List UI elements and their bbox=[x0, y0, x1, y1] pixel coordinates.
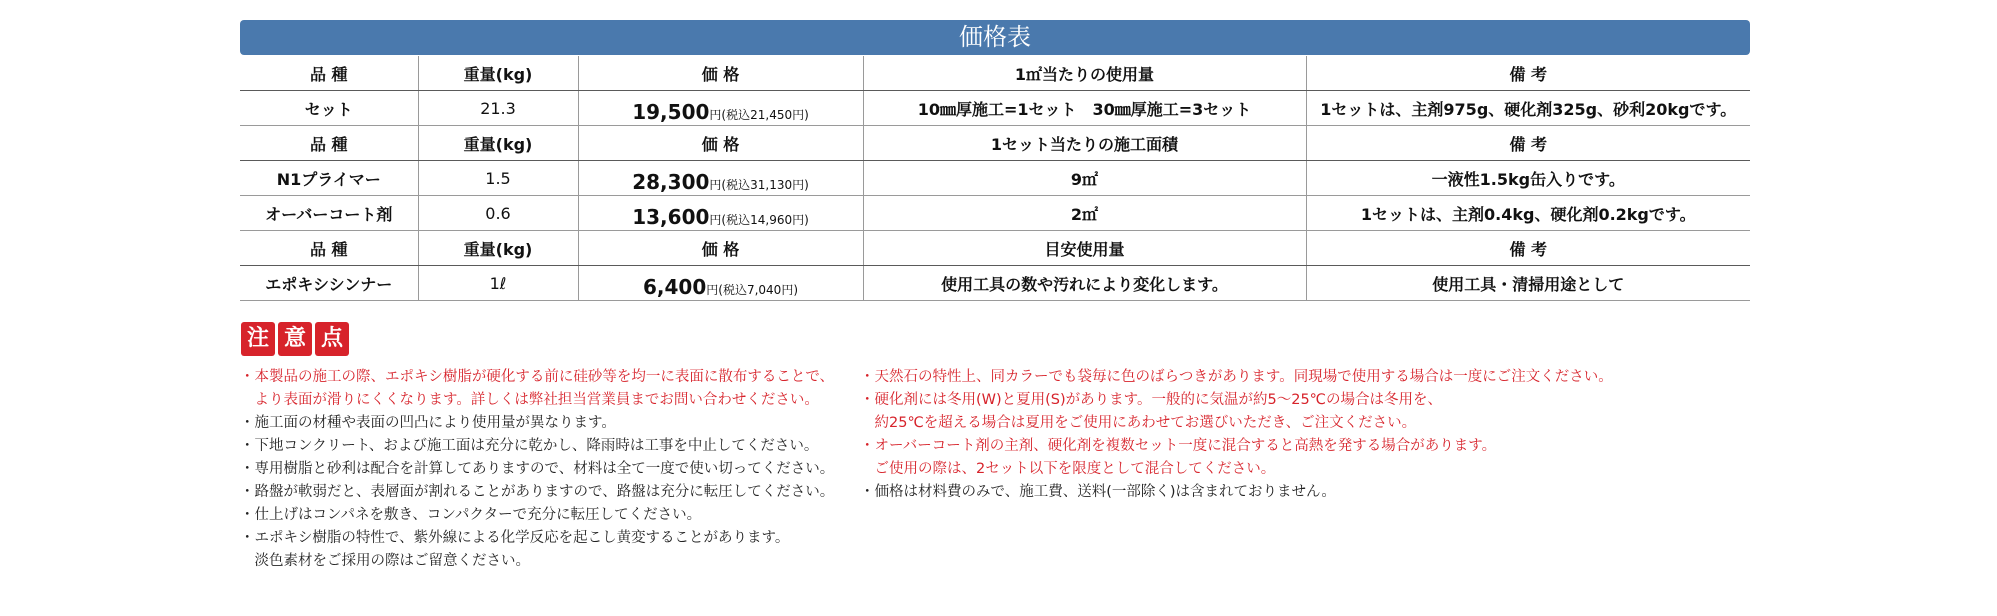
price-tax-included: (税込14,960円) bbox=[721, 213, 809, 227]
cell-usage: 9㎡ bbox=[863, 161, 1306, 196]
price-unit: 円 bbox=[709, 108, 722, 122]
note-line: 約25℃を超える場合は夏用をご使用にあわせてお選びいただき、ご注文ください。 bbox=[860, 415, 1417, 431]
price-tax-included: (税込7,040円) bbox=[718, 283, 798, 297]
table-row bbox=[240, 196, 1750, 231]
note-line: ・専用樹脂と砂利は配合を計算してありますので、材料は全て一度で使い切ってください。 bbox=[240, 461, 835, 477]
table-header-row bbox=[240, 126, 1750, 161]
note-line: ・エポキシ樹脂の特性で、紫外線による化学反応を起こし黄変することがあります。 bbox=[240, 530, 790, 546]
table-header-row bbox=[240, 56, 1750, 91]
cell-weight: 21.3 bbox=[418, 91, 578, 126]
price-value: 28,300 bbox=[632, 170, 710, 194]
notes-left bbox=[240, 366, 870, 573]
cell-usage: 使用工具の数や汚れにより変化します。 bbox=[863, 266, 1306, 301]
header-weight: 重量(kg) bbox=[418, 231, 578, 266]
notice-heading bbox=[241, 322, 349, 356]
cell-price bbox=[578, 161, 863, 196]
price-value: 19,500 bbox=[632, 100, 710, 124]
header-remarks: 備 考 bbox=[1306, 56, 1750, 91]
price-value: 6,400 bbox=[643, 275, 707, 299]
header-usage: 目安使用量 bbox=[863, 231, 1306, 266]
price-table-title: 価格表 bbox=[240, 20, 1750, 55]
header-weight: 重量(kg) bbox=[418, 56, 578, 91]
note-line: ・天然石の特性上、同カラーでも袋毎に色のばらつきがあります。同現場で使用する場合は一度にご注文ください。 bbox=[860, 369, 1613, 385]
price-tax-included: (税込31,130円) bbox=[721, 178, 809, 192]
notice-char: 意 bbox=[278, 322, 312, 356]
note-line: ・仕上げはコンパネを敷き、コンパクターで充分に転圧してください。 bbox=[240, 507, 702, 523]
cell-remarks: 使用工具・清掃用途として bbox=[1306, 266, 1750, 301]
note-line: 淡色素材をご採用の際はご留意ください。 bbox=[240, 553, 530, 569]
cell-kind: N1プライマー bbox=[240, 161, 418, 196]
price-value: 13,600 bbox=[632, 205, 710, 229]
header-usage: 1㎡当たりの使用量 bbox=[863, 56, 1306, 91]
header-price: 価 格 bbox=[578, 231, 863, 266]
header-price: 価 格 bbox=[578, 126, 863, 161]
note-line: ・路盤が軟弱だと、表層面が割れることがありますので、路盤は充分に転圧してください。 bbox=[240, 484, 835, 500]
header-remarks: 備 考 bbox=[1306, 231, 1750, 266]
note-line: ・下地コンクリート、および施工面は充分に乾かし、降雨時は工事を中止してください。 bbox=[240, 438, 819, 454]
notes-right bbox=[860, 366, 1740, 504]
header-kind: 品 種 bbox=[240, 126, 418, 161]
cell-kind: エポキシシンナー bbox=[240, 266, 418, 301]
cell-weight: 1ℓ bbox=[418, 266, 578, 301]
price-table bbox=[240, 56, 1750, 301]
cell-price bbox=[578, 266, 863, 301]
note-line: より表面が滑りにくくなります。詳しくは弊社担当営業員までお問い合わせください。 bbox=[240, 392, 819, 408]
header-kind: 品 種 bbox=[240, 56, 418, 91]
price-unit: 円 bbox=[706, 283, 719, 297]
header-price: 価 格 bbox=[578, 56, 863, 91]
note-line: ・オーバーコート剤の主剤、硬化剤を複数セット一度に混合すると高熱を発する場合があります。 bbox=[860, 438, 1497, 454]
table-header-row bbox=[240, 231, 1750, 266]
notice-char: 点 bbox=[315, 322, 349, 356]
note-line: ・硬化剤には冬用(W)と夏用(S)があります。一般的に気温が約5〜25℃の場合は冬用を、 bbox=[860, 392, 1442, 408]
table-row bbox=[240, 266, 1750, 301]
cell-usage: 10㎜厚施工=1セット 30㎜厚施工=3セット bbox=[863, 91, 1306, 126]
note-line: ご使用の際は、2セット以下を限度として混合してください。 bbox=[860, 461, 1276, 477]
cell-remarks: 一液性1.5kg缶入りです。 bbox=[1306, 161, 1750, 196]
cell-weight: 0.6 bbox=[418, 196, 578, 231]
table-row bbox=[240, 91, 1750, 126]
notice-char: 注 bbox=[241, 322, 275, 356]
note-line: ・価格は材料費のみで、施工費、送料(一部除く)は含まれておりません。 bbox=[860, 484, 1336, 500]
table-row bbox=[240, 161, 1750, 196]
price-tax-included: (税込21,450円) bbox=[721, 108, 809, 122]
cell-kind: オーバーコート剤 bbox=[240, 196, 418, 231]
cell-remarks: 1セットは、主剤975g、硬化剤325g、砂利20kgです。 bbox=[1306, 91, 1750, 126]
note-line: ・本製品の施工の際、エポキシ樹脂が硬化する前に硅砂等を均一に表面に散布することで、 bbox=[240, 369, 835, 385]
cell-weight: 1.5 bbox=[418, 161, 578, 196]
cell-usage: 2㎡ bbox=[863, 196, 1306, 231]
cell-price bbox=[578, 91, 863, 126]
header-weight: 重量(kg) bbox=[418, 126, 578, 161]
cell-kind: セット bbox=[240, 91, 418, 126]
cell-price bbox=[578, 196, 863, 231]
header-kind: 品 種 bbox=[240, 231, 418, 266]
header-remarks: 備 考 bbox=[1306, 126, 1750, 161]
price-unit: 円 bbox=[709, 213, 722, 227]
cell-remarks: 1セットは、主剤0.4kg、硬化剤0.2kgです。 bbox=[1306, 196, 1750, 231]
price-unit: 円 bbox=[709, 178, 722, 192]
header-usage: 1セット当たりの施工面積 bbox=[863, 126, 1306, 161]
note-line: ・施工面の材種や表面の凹凸により使用量が異なります。 bbox=[240, 415, 616, 431]
